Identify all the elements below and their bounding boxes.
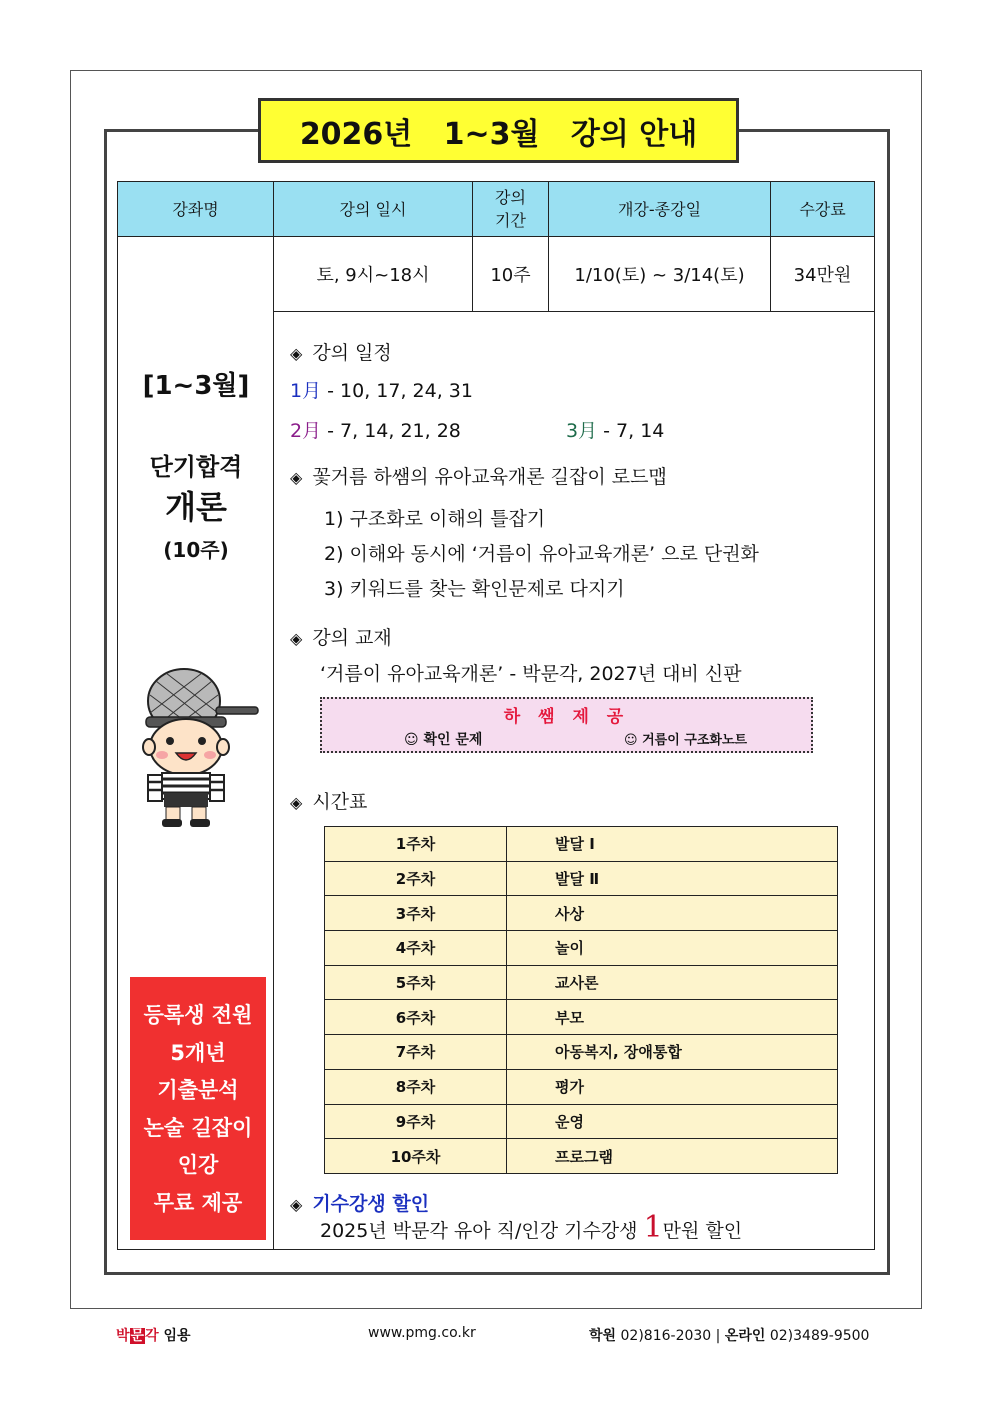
topic-cell: 놀이 <box>507 931 838 966</box>
table-row <box>325 931 838 966</box>
diamond-bullet-icon: ◈ <box>290 468 303 487</box>
section-textbook-heading: ◈ 강의 교재 <box>290 627 392 649</box>
table-row <box>325 896 838 931</box>
week-cell: 1주차 <box>325 827 507 862</box>
detail-cell <box>274 312 875 1250</box>
promo-line: 인강 <box>177 1153 219 1177</box>
promo-line: 기출분석 <box>157 1078 239 1102</box>
week-cell: 6주차 <box>325 1000 507 1035</box>
section-roadmap-heading: ◈ 꽃거름 하쌤의 유아교육개론 길잡이 로드맵 <box>290 466 667 488</box>
roadmap-item: 2) 이해와 동시에 ‘거름이 유아교육개론’ 으로 단권화 <box>324 543 759 565</box>
header-course-name: 강좌명 <box>118 182 274 237</box>
header-dates: 개강-종강일 <box>549 182 771 237</box>
table-row <box>325 1139 838 1174</box>
promo-line: 무료 제공 <box>153 1190 243 1215</box>
bonus-item: ☺ 확인 문제 <box>404 732 483 748</box>
topic-cell: 아동복지, 장애통합 <box>507 1035 838 1070</box>
bonus-title: 하 쌤 제 공 <box>503 707 630 727</box>
week-cell: 4주차 <box>325 931 507 966</box>
duration-value: 10주 <box>473 237 549 312</box>
section-discount-heading: ◈ 기수강생 할인 <box>290 1193 430 1215</box>
table-row <box>325 1069 838 1104</box>
bonus-box <box>320 697 813 753</box>
diamond-bullet-icon: ◈ <box>290 344 303 363</box>
course-name: 개론 <box>165 488 227 526</box>
textbook-desc: ‘거름이 유아교육개론’ - 박문각, 2027년 대비 신판 <box>320 663 742 685</box>
feb-label: 2月 <box>290 420 322 442</box>
footer-url[interactable]: www.pmg.co.kr <box>368 1325 476 1341</box>
week-cell: 9주차 <box>325 1104 507 1139</box>
topic-cell: 발달 Ⅱ <box>507 861 838 896</box>
table-row <box>325 827 838 862</box>
table-row <box>118 237 875 312</box>
topic-cell: 평가 <box>507 1069 838 1104</box>
topic-cell: 발달 Ⅰ <box>507 827 838 862</box>
online-phone: 02)3489-9500 <box>769 1328 870 1344</box>
header-duration: 강의 기간 <box>473 182 549 237</box>
header-schedule: 강의 일시 <box>274 182 473 237</box>
diamond-bullet-icon: ◈ <box>290 1195 303 1214</box>
course-table <box>117 181 875 1250</box>
schedule-february <box>290 416 461 443</box>
page-title <box>258 98 739 163</box>
mar-dates: - 7, 14 <box>597 420 665 442</box>
academy-label: 학원 <box>589 1328 617 1344</box>
footer-contacts <box>589 1325 869 1345</box>
discount-pre: 2025년 박문각 유아 직/인강 기수강생 <box>320 1220 644 1242</box>
table-header-row <box>118 182 875 237</box>
week-cell: 8주차 <box>325 1069 507 1104</box>
week-cell: 3주차 <box>325 896 507 931</box>
promo-line: 논술 길잡이 <box>143 1115 253 1140</box>
header-fee: 수강료 <box>771 182 875 237</box>
schedule-march <box>566 416 664 443</box>
promo-box <box>130 977 266 1240</box>
section-timetable-heading: ◈ 시간표 <box>290 791 368 813</box>
diamond-bullet-icon: ◈ <box>290 793 303 812</box>
discount-post: 만원 할인 <box>662 1220 743 1242</box>
course-period: [1~3월] <box>142 371 250 401</box>
topic-cell: 프로그램 <box>507 1139 838 1174</box>
online-label: 온라인 <box>724 1328 766 1344</box>
table-row <box>325 861 838 896</box>
course-name-cell <box>118 237 274 1250</box>
bonus-item: ☺ 거름이 구조화노트 <box>624 733 748 748</box>
schedule-january <box>290 376 473 403</box>
schedule-value: 토, 9시~18시 <box>274 237 473 312</box>
roadmap-item: 1) 구조화로 이해의 틀잡기 <box>324 508 546 530</box>
diamond-bullet-icon: ◈ <box>290 629 303 648</box>
table-row <box>325 1104 838 1139</box>
promo-line: 등록생 전원 <box>143 1003 253 1027</box>
feb-dates: - 7, 14, 21, 28 <box>321 420 461 442</box>
section-schedule-heading: ◈ 강의 일정 <box>290 342 392 364</box>
week-cell: 10주차 <box>325 1139 507 1174</box>
mar-label: 3月 <box>566 420 598 442</box>
mascot-illustration <box>132 661 262 831</box>
table-row <box>325 1035 838 1070</box>
course-weeks: (10주) <box>163 538 229 562</box>
academy-phone: 02)816-2030 <box>620 1328 712 1344</box>
roadmap-item: 3) 키워드를 찾는 확인문제로 다지기 <box>324 578 625 600</box>
jan-label: 1月 <box>290 380 322 402</box>
week-cell: 2주차 <box>325 861 507 896</box>
dates-value: 1/10(토) ~ 3/14(토) <box>549 237 771 312</box>
table-row <box>325 965 838 1000</box>
promo-line: 5개년 <box>170 1040 226 1065</box>
discount-desc <box>320 1210 743 1245</box>
week-cell: 7주차 <box>325 1035 507 1070</box>
course-subtitle: 단기합격 <box>149 453 243 481</box>
week-cell: 5주차 <box>325 965 507 1000</box>
page-title-text: 2026년 1~3월 강의 안내 <box>299 116 698 152</box>
footer-divider: | <box>715 1328 725 1344</box>
discount-amount: 1 <box>643 1210 663 1245</box>
fee-value: 34만원 <box>771 237 875 312</box>
topic-cell: 부모 <box>507 1000 838 1035</box>
footer-brand: 박문각 임용 <box>116 1328 191 1344</box>
table-row <box>325 1000 838 1035</box>
topic-cell: 운영 <box>507 1104 838 1139</box>
topic-cell: 교사론 <box>507 965 838 1000</box>
topic-cell: 사상 <box>507 896 838 931</box>
timetable <box>324 826 838 1174</box>
jan-dates: - 10, 17, 24, 31 <box>321 380 473 402</box>
